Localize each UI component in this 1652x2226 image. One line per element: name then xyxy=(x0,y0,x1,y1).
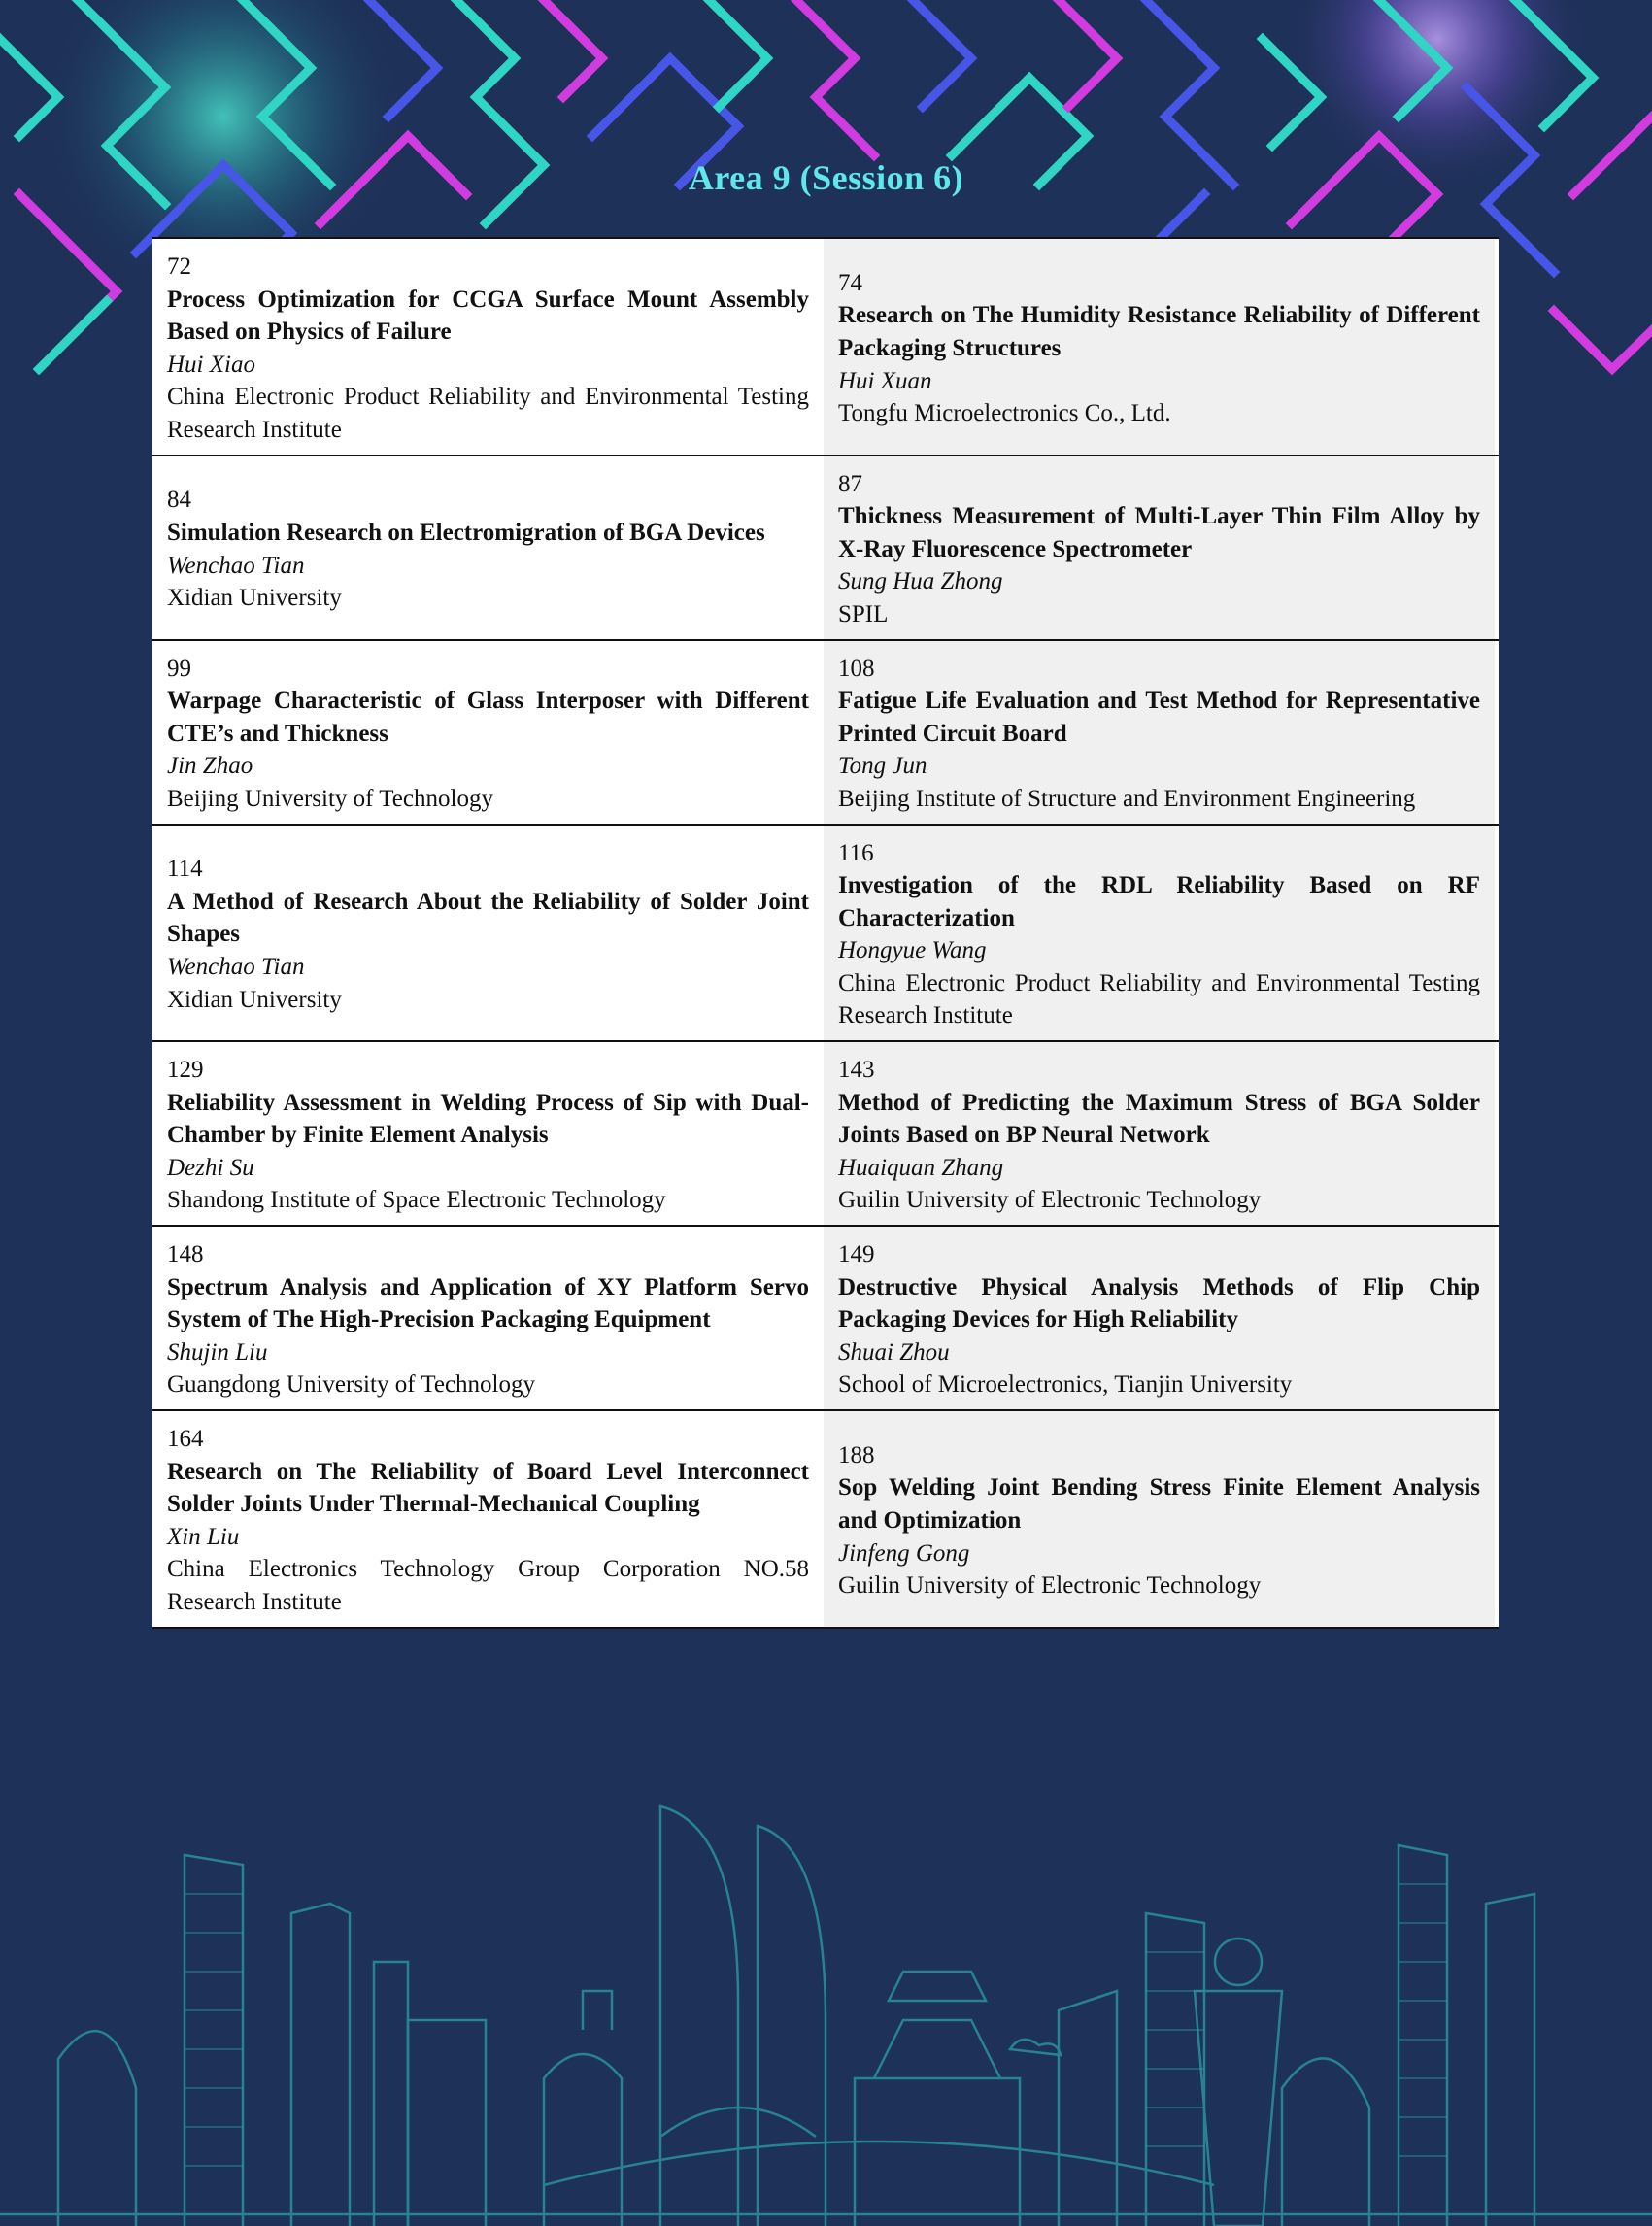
paper-number: 129 xyxy=(167,1057,204,1084)
paper-affiliation: Beijing University of Technology xyxy=(167,785,493,812)
paper-entry-left xyxy=(152,456,824,639)
paper-title: Reliability Assessment in Welding Process of Sip with Dual-Chamber by Finite Element Analysis xyxy=(167,1089,809,1149)
paper-title: Research on The Reliability of Board Level Interconnect Solder Joints Under Thermal-Mechanical Coupling xyxy=(167,1458,809,1518)
paper-title: Warpage Characteristic of Glass Interposer with Different CTE’s and Thickness xyxy=(167,688,809,747)
paper-number: 143 xyxy=(838,1057,875,1084)
paper-title: Investigation of the RDL Reliability Based on RF Characterization xyxy=(838,872,1480,931)
paper-entry-left xyxy=(152,1227,824,1409)
page-title: Area 9 (Session 6) xyxy=(688,158,964,197)
paper-number: 87 xyxy=(838,470,862,497)
paper-entry-left xyxy=(152,1411,824,1627)
paper-entry-right xyxy=(824,826,1495,1041)
paper-author: Hongyue Wang xyxy=(838,937,987,964)
paper-number: 99 xyxy=(167,655,191,682)
paper-entry-left xyxy=(152,826,824,1041)
paper-number: 149 xyxy=(838,1241,875,1268)
paper-title: Fatigue Life Evaluation and Test Method for Representative Printed Circuit Board xyxy=(838,688,1480,747)
paper-title: A Method of Research About the Reliability of Solder Joint Shapes xyxy=(167,888,809,948)
paper-author: Jinfeng Gong xyxy=(838,1539,970,1567)
paper-number: 74 xyxy=(838,269,862,296)
paper-title: Simulation Research on Electromigration of BGA Devices xyxy=(167,519,765,546)
paper-title: Research on The Humidity Resistance Reliability of Different Packaging Structures xyxy=(838,302,1480,361)
paper-author: Dezhi Su xyxy=(167,1154,254,1181)
paper-entry-right xyxy=(824,456,1495,639)
paper-title: Method of Predicting the Maximum Stress of BGA Solder Joints Based on BP Neural Network xyxy=(838,1089,1480,1149)
paper-title: Spectrum Analysis and Application of XY Platform Servo System of The High-Precision Packaging Equipment xyxy=(167,1273,809,1333)
session-table xyxy=(152,237,1499,1629)
paper-author: Hui Xiao xyxy=(167,351,255,378)
table-row xyxy=(152,239,1499,456)
table-row xyxy=(152,826,1499,1043)
paper-title: Thickness Measurement of Multi-Layer Thin Film Alloy by X-Ray Fluorescence Spectrometer xyxy=(838,503,1480,562)
paper-entry-right xyxy=(824,641,1495,824)
paper-author: Wenchao Tian xyxy=(167,552,305,579)
paper-affiliation: Shandong Institute of Space Electronic Technology xyxy=(167,1187,666,1214)
paper-number: 72 xyxy=(167,253,191,280)
paper-number: 114 xyxy=(167,856,203,883)
paper-affiliation: China Electronic Product Reliability and Environmental Testing Research Institute xyxy=(167,384,809,443)
paper-author: Huaiquan Zhang xyxy=(838,1154,1004,1181)
paper-affiliation: Beijing Institute of Structure and Environment Engineering xyxy=(838,785,1416,812)
paper-entry-right xyxy=(824,1042,1495,1225)
paper-author: Tong Jun xyxy=(838,753,927,780)
paper-entry-left xyxy=(152,1042,824,1225)
paper-affiliation: Guilin University of Electronic Technology xyxy=(838,1572,1262,1600)
paper-author: Shujin Liu xyxy=(167,1338,268,1366)
paper-affiliation: School of Microelectronics, Tianjin University xyxy=(838,1371,1293,1399)
paper-affiliation: SPIL xyxy=(838,600,889,627)
paper-title: Process Optimization for CCGA Surface Mount Assembly Based on Physics of Failure xyxy=(167,286,809,346)
paper-entry-left xyxy=(152,239,824,455)
paper-affiliation: Guilin University of Electronic Technology xyxy=(838,1187,1262,1214)
paper-number: 148 xyxy=(167,1241,204,1268)
paper-number: 116 xyxy=(838,839,874,866)
paper-affiliation: China Electronics Technology Group Corporation NO.58 Research Institute xyxy=(167,1556,809,1615)
paper-author: Xin Liu xyxy=(167,1523,240,1550)
table-row xyxy=(152,456,1499,641)
paper-number: 84 xyxy=(167,487,191,514)
paper-entry-right xyxy=(824,239,1495,455)
paper-affiliation: China Electronic Product Reliability and Environmental Testing Research Institute xyxy=(838,969,1480,1029)
paper-title: Sop Welding Joint Bending Stress Finite Element Analysis and Optimization xyxy=(838,1474,1480,1534)
paper-entry-right xyxy=(824,1411,1495,1627)
paper-entry-right xyxy=(824,1227,1495,1409)
paper-affiliation: Tongfu Microelectronics Co., Ltd. xyxy=(838,400,1171,427)
paper-affiliation: Guangdong University of Technology xyxy=(167,1371,535,1399)
table-row xyxy=(152,641,1499,826)
paper-author: Shuai Zhou xyxy=(838,1338,950,1366)
paper-number: 164 xyxy=(167,1426,204,1452)
paper-author: Hui Xuan xyxy=(838,367,932,394)
paper-author: Sung Hua Zhong xyxy=(838,568,1003,595)
paper-number: 108 xyxy=(838,655,875,682)
paper-author: Jin Zhao xyxy=(167,753,253,780)
paper-title: Destructive Physical Analysis Methods of Flip Chip Packaging Devices for High Reliability xyxy=(838,1273,1480,1333)
city-skyline-background xyxy=(0,1768,1652,2226)
table-row xyxy=(152,1227,1499,1411)
paper-entry-left xyxy=(152,641,824,824)
paper-affiliation: Xidian University xyxy=(167,585,342,612)
paper-number: 188 xyxy=(838,1441,875,1468)
table-row xyxy=(152,1411,1499,1627)
paper-author: Wenchao Tian xyxy=(167,954,305,981)
table-row xyxy=(152,1042,1499,1227)
paper-affiliation: Xidian University xyxy=(167,986,342,1013)
